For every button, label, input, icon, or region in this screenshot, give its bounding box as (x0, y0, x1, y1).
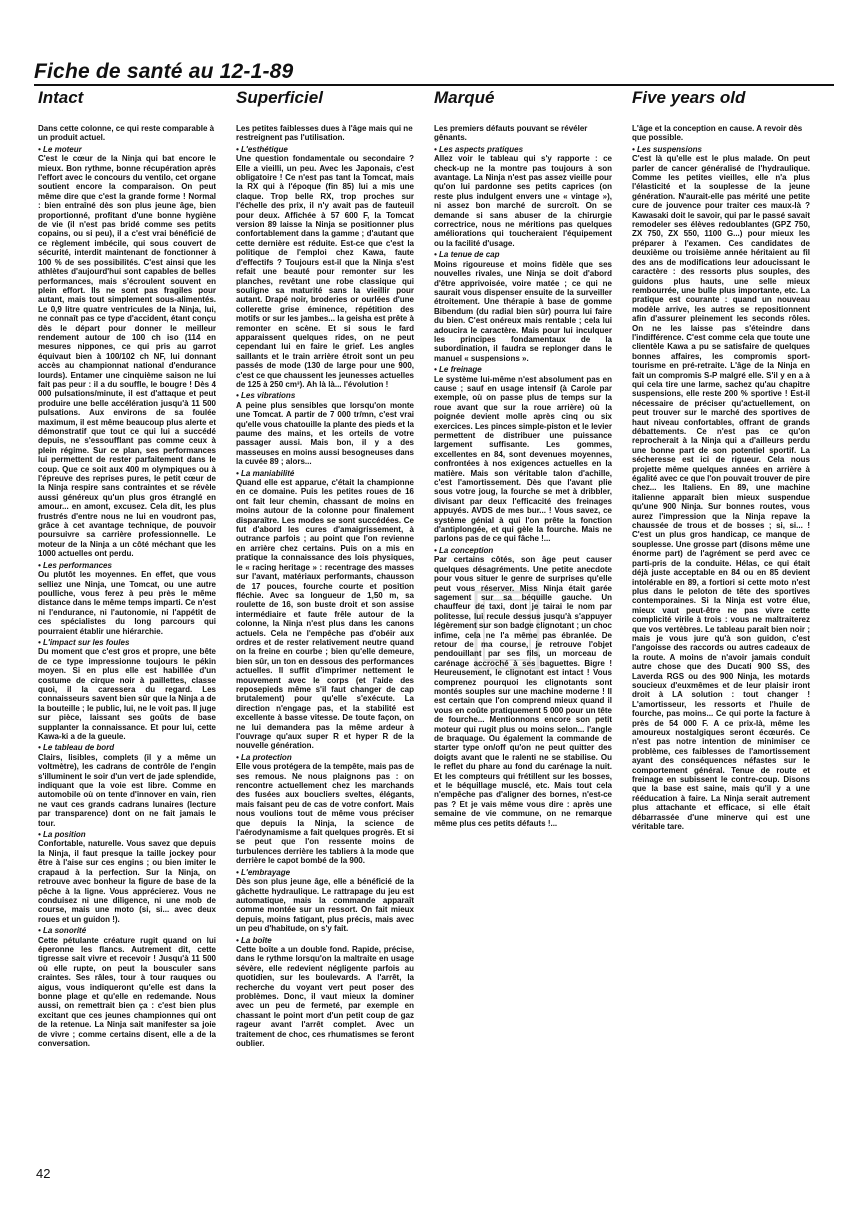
column-lead: L'âge et la conception en cause. A revoir dès que possible. (632, 124, 803, 143)
section-text: Moins rigoureuse et moins fidèle que ses nouvelles rivales, une Ninja se doit d'abord d'être apprivoisée, voire matée ; ce qui ne saurait vous dispenser ensuite de la surveiller étroitement. Une thérapie à base de gomme Bibendum (du radial bien sûr) pourra lui faire du bien. C'est onéreux mais rentable ; cela lui adoucira le caractère. Mais pour lui inculquer les principes fondamentaux de la subordination, il faudra se replonger dans le manuel « suspensions ». (434, 259, 612, 363)
column-title: Five years old (632, 88, 746, 107)
section-heading: • L'esthétique (236, 145, 414, 154)
section-heading: • Le freinage (434, 365, 612, 374)
section-text: Clairs, lisibles, complets (il y a même un voltmètre), les cadrans de contrôle de l'engin s'illuminent le soir d'un vert de jade splendide, indiquant que la voie est libre. Comme en automobile où on tente d'innover en vain, rien ne vaut ces grands cadrans lunaires (lecture par transparence) dont on ne fait jamais le tour. (38, 752, 216, 828)
section-heading: • La boîte (236, 936, 414, 945)
column-superficiel (236, 88, 414, 1158)
page-number: 42 (36, 1166, 51, 1181)
column-lead: Les premiers défauts pouvant se révéler gênants. (434, 124, 588, 143)
section-text: Ou plutôt les moyennes. En effet, que vous selliez une Ninja, une Tomcat, ou une autre poulliche, vous ferez à peu près le même distance dans le même temps imparti. Ce n'est ni l'endurance, ni l'autonomie, ni l'appétit de ces spécialistes du long parcours qui pourraient établir une hiérarchie. (38, 570, 216, 636)
column-title: Intact (38, 88, 84, 107)
column-lead: Les petites faiblesses dues à l'âge mais qui ne restreignent pas l'utilisation. (236, 124, 413, 143)
column-title: Marqué (434, 88, 495, 107)
column-intact (38, 88, 216, 1158)
section-text: Confortable, naturelle. Vous savez que depuis la Ninja, il faut presque la taille jockey pour être à l'aise sur ces engins ; ou bien imiter le crapaud à la perfection. Sur la Ninja, on retrouve avec bonheur la figure de base de la pêche à la ligne. Vous apprécierez. Vous ne conduisez ni une diligence, ni une mob de course, mais une moto (si, si... avec deux roues et un guidon !). (38, 839, 216, 924)
section-text: Quand elle est apparue, c'était la championne en ce domaine. Puis les petites roues de 16 ont fait leur chemin, chassant de moins en moins autour de la colonne pour finalement disparaître. Les modes se sont succédées. Ce fut d'abord les cures d'amaigrissement, à outrance parfois ; au point que l'on revienne en arrière chez certains. Puis on a mis en pratique la connaissance des lois physiques, le « racing heritage » : recentrage des masses sur l'avant, matériaux performants, chausson de 17 pouces, fourche courte et position fléchie. Avec sa longueur de 1,50 m, sa roulette de 16, son buste droit et son assise intermédiaire et faute frêle autour de la colonne, la Ninja n'est plus dans les canons actuels. Cela ne l'empêche pas d'obéir aux ordres et de rester relativement neutre quand on la freine en courbe ; bien qu'elle demeure, bien sûr, un ton en dessous des performances actuelles. Il suffit d'imprimer nettement le mouvement avec le corps (et l'aide des reposepieds même s'il faut changer de cap brutalement) pour qu'elle s'exécute. La direction n'engage pas, et la stabilité est excellente à basse vitesse. De toute façon, on ne lui demandera pas la même ardeur à l'ouvrage qu'aux super R et hyper R de la nouvelle génération. (236, 478, 414, 751)
section-heading: • Le tableau de bord (38, 743, 216, 752)
section-text: Allez voir le tableau qui s'y rapporte : ce check-up ne la montre pas toujours à son avantage. La Ninja n'est pas assez vieille pour qu'on lui pardonne ses petits caprices (on reste plus indulgent envers une « vintage »), ni assez bon marché de surcroît. On se demande si sans abuser de la chirurgie correctrice, nous ne méritions pas quelques améliorations qui toucheraient l'équipement ou la facilité d'usage. (434, 154, 612, 248)
section-heading: • Les suspensions (632, 145, 810, 154)
page-title: Fiche de santé au 12-1-89 (34, 60, 294, 83)
section-text: C'est le cœur de la Ninja qui bat encore le mieux. Bon rythme, bonne récupération après l'effort avec le concours du ventilo, cet organe soutient encore la comparaison. On peut même dire que c'est la grande forme ! Normal : bien entraîné dès son plus jeune âge, bien proportionné, profitant d'une bonne hygiène de vie (il n'est pas bridé comme ses petits copains, ou si peu), il a c'est vrai bénéficié de ce règlement imbécile, qui sous couvert de sécurité, interdit maintenant de fonctionner à 100 % de ses possibilités. C'est ainsi que les athlètes d'aujourd'hui sont capables de belles performances, mais s'écroulent souvent en plein effort. Ils ne sont pas fragiles pour autant, mais tout simplement sous-alimentés. Le 0,9 litre quatre ventricules de la Ninja, lui, ne connaît pas ce type d'accident, étant conçu dès le départ pour donner le meilleur rendement autour de 100 ch iso (114 en mesures nippones, ce qui pris au garrot équivaut bien à 100/102 ch NF, lui donnant accès au championnat national d'endurance lourds). Entamer une cinquième saison ne lui fait pas peur : il a du souffle, le bougre ! Dès 4 000 pulsations/minute, il est d'attaque et peut produire une belle accélération jusqu'à 11 500 pulsations. Aux environs de sa foulée maximum, il est même beaucoup plus alerte et démonstratif que tout ce qui lui a succédé depuis, ne s'essoufflant pas comme ceux à plein régime. Sur ce plan, ses performances lui permettent de rester parfaitement dans le coup. Que ce soit aux 400 m olympiques ou à l'épreuve des reprises pures, le petit cœur de la Ninja respire sans contraintes et se révèle aussi généreux qu'un plus gros étranglé en amour... en amont, excusez. Cela dit, les plus frustrés d'entre nous ne lui en voudront pas, grâce à cet avantage technique, de pouvoir poursuivre sa carrière professionnelle. Le moteur de la Ninja a un côté méchant que les 1000 actuelles ont perdu. (38, 154, 216, 559)
column-five-years-old (632, 88, 810, 1158)
section-text: A peine plus sensibles que lorsqu'on monte une Tomcat. A partir de 7 000 tr/mn, c'est vrai qu'elle vous chatouille la plante des pieds et la paume des mains, et les orteils de votre passager aussi. Mais bon, il y a des masseuses en moins aussi besogneuses dans la cuvée 89 ; alors... (236, 400, 414, 467)
section-heading: • La maniabilité (236, 469, 414, 478)
section-text: C'est là qu'elle est le plus malade. On peut parler de cancer généralisé de l'hydraulique. Comme les petites vieilles, elle n'a plus l'élasticité et la souplesse de la jeune génération. N'aurait-elle pas mérité une petite cure de jouvence pour traiter ces maux-là ? Kawasaki doit le savoir, qui par le passé savait remodeler ses élèves redoublantes (GPZ 750, ZX 750, ZX 550, 1100 G...) pour mieux les préparer à l'examen. Ces candidates de deuxième ou troisième année héritaient au fil des ans de modifications leur adoucissant le caractère : des ressorts plus souples, des guidons plus hauts, une selle mieux rembourrée, une bulle plus importante, etc. La pratique est courante : quand un nouveau modèle arrive, les autres se repositionnent afin d'assurer pleinement les seconds rôles. On ne les laisse pas s'éteindre dans l'indifférence. C'est comme cela que toute une clientèle Kawa a pu se satisfaire de quelques bonnes affaires, les compromis sport-tourisme en pré-retraite. L'âge de la Ninja en fait un compromis S-P malgré elle. S'il y en a à qui cela tire une larme, sachez qu'au chapitre suspensions, elle reste 200 % sportive ! Est-il nécessaire de préciser qu'actuellement, on peut trouver sur le marché des sportives de haut niveau confortables, offrant de grands débattements. Ce n'est pas ce qu'on reprocherait à la Ninja qui a d'ailleurs perdu une bonne part de son potentiel sportif. La sécheresse est ici de rigueur. Cela nous projette même quelques années en arrière à égalité avec ce que l'on pouvait trouver de pire chez... les Italiens. En 89, une machine italienne apparaît bien mieux suspendue qu'une 900 Ninja. Sur bonnes routes, vous aurez l'impression que la Ninja repave la chaussée de trous et de bosses ; si, si... ! C'est un plus gros handicap, ce manque de souplesse. Une grosse part (disons même une énorme part) de l'agrément se perd avec ce parti-pris de la conduite. Hélas, ce qui était déjà juste acceptable en 84 ou en 85 devient intolérable en 89, a fortiori si cette moto n'est plus dans le peloton de tête des sportives contemporaines. Si la Ninja est votre élue, mieux vaut peut-être ne pas vivre cette complicité virile à trois : vous ne maltraiterez que vos vertèbres. Le tableau paraît bien noir ; mais je vous jure qu'à son guidon, c'est l'angoisse des raccords ou autres cadeaux de la route. A moins de n'avoir jamais conduit autre chose que des Ducati 900 SS, des Laverda RGS ou des 900 Ninja, les motards soucieux d'euxmêmes et de leur plaisir iront droit à LA solution : tout changer ! L'amortisseur, les ressorts et l'huile de fourche, pas moins... Ce qui porte la facture à près de 54 000 F. A ce prix-là, même les amoureux nostalgiques seront écœurés. Ce n'est pas notre intention de minimiser ce problème, ces faiblesses de l'amortissement ayant des conséquences néfastes sur le comportement général. Tenue de route et freinage en subissent le contre-coup. Disons que la base est saine, mais qu'il y a une rééducation à faire. La Ninja serait autrement plus attachante et efficace, si elle était débarrassée d'une minerve qui est une véritable tare. (632, 154, 810, 832)
section-heading: • La protection (236, 753, 414, 762)
section-text: Par certains côtés, son âge peut causer quelques désagréments. Une petite anecdote pour vous situer le genre de surprises qu'elle peut vous réserver. Miss Ninja était garée sagement sur sa béquille gauche. Un chauffeur de taxi, dont je tairai le nom par politesse, lui recule dessus jusqu'à s'appuyer légèrement sur son badge clignotant ; un choc infime, cela ne l'a même pas ébranlée. De retour de ma course, je retrouve l'objet pendouillant par ses fils, un morceau de carénage accroché à ses baguettes. Bigre ! Heureusement, le clignotant est intact ! Vous comprenez pourquoi les clignotants sont montés souples sur une machine moderne ! Il est certain que l'on comprend mieux quand il vous en coûte pratiquement 5 000 pour un tête de fourche... Mentionnons encore son petit moteur qui rugit plus ou moins selon... l'angle de braquage. Ou également la commande de starter type on/off qu'on ne peut quitter des doigts avant que le ralenti ne se stabilise. Ou le reflet du phare au fond du carénage la nuit. Et les compteurs qui frétillent sur les bosses, et le béquillage musclé, etc. Mais tout cela n'empêche pas d'aligner des bornes, n'est-ce pas ? Et je vais même vous dire : après une semaine de vie commune, on ne remarque même plus ces petits défauts !... (434, 555, 612, 828)
section-text: Cette pétulante créature rugit quand on lui éperonne les flancs. Autrement dit, cette tigresse sait vivre et recevoir ! Jusqu'à 11 500 où elle rupte, on peut la bousculer sans craintes. Ses râles, tour à tour rauques ou aigus, vous indiqueront qu'elle est dans la bonne plage et qu'elle en redemande. Nous aussi, on remettrait bien ça : c'est bien plus excitant que ces jeunes championnes qui ont de la retenue. La Ninja sait manifester sa joie de vivre ; comme certains disent, elle a de la conversation. (38, 935, 216, 1048)
title-rule (34, 84, 834, 86)
watermark-stamp (472, 588, 542, 672)
column-title: Superficiel (236, 88, 323, 107)
section-heading: • Les vibrations (236, 391, 414, 400)
section-heading: • La position (38, 830, 216, 839)
section-heading: • La conception (434, 546, 612, 555)
section-text: Cette boîte a un double fond. Rapide, précise, dans le rythme lorsqu'on la maltraite en usage sévère, elle redevient négligente parfois au quotidien, sur les boulevards. A l'arrêt, la recherche du voyant vert peut poser des problèmes. Donc, il vaut mieux la dominer avec un peu de fermeté, par exemple en chassant le point mort d'un petit coup de gaz rageur avant l'arrêt complet. Avec un traitement de choc, ces rhumatismes se feront oublier. (236, 944, 414, 1048)
section-heading: • Les aspects pratiques (434, 145, 612, 154)
section-text: Du moment que c'est gros et propre, une bête de ce type impressionne toujours le pékin moyen. Si en plus elle est habillée d'un costume de cirque noir à paillettes, classe quoi, il la caressera du regard. Les connaisseurs savent bien sûr que la Ninja a de la bouteille ; le public, lui, ne le voit pas. Il juge sur pièce, laissant ses goûts de base supplanter la connaissance. Et pour lui, cette Kawa-ki a de la gueule. (38, 647, 216, 741)
section-heading: • L'impact sur les foules (38, 638, 216, 647)
column-lead: Dans cette colonne, ce qui reste comparable à un produit actuel. (38, 124, 215, 143)
section-heading: • Les performances (38, 561, 216, 570)
section-heading: • Le moteur (38, 145, 216, 154)
section-heading: • La sonorité (38, 926, 216, 935)
section-text: Une question fondamentale ou secondaire ? Elle a vieilli, un peu. Avec les Japonais, c'est obligatoire ! Ce n'est pas tant la Tomcat, mais la RX qui à l'époque (fin 85) lui a mis une claque. Trop belle RX, trop proches sur l'échelle des prix, il n'y avait pas de fauteuil pour deux. Affichée à 57 600 F, la Tomcat version 89 laisse la Ninja se positionner plus confortablement dans la gamme ; d'autant que cette dernière est réduite. Est-ce que c'est la politique de l'emploi chez Kawa, faute d'effectifs ? Toujours est-il que la Ninja s'est refait une beauté pour remonter sur les planches, revêtant une robe classique qui souligne sa maturité sans la vieillir pour autant. Drapé noir, broderies or ourlées d'une collerette grise éminence, répétition des motifs or sur les jambes... la geisha est prête à remonter en scène. Et si sous le fard apparaissent quelques rides, on ne peut cependant lui en faire le grief. Les angles saillants et le train arrière étroit sont un peu passés de mode (130 de large pour une 900, c'est ce que chaussent les jeunesses actuelles de 125 à 250 cm³). Ah là là... l'évolution ! (236, 154, 414, 389)
section-text: Elle vous protégera de la tempête, mais pas de ses remous. Ne nous plaignons pas : on rencontre actuellement chez les marchands des fusées aux boucliers sveltes, élégants, mais faisant peu de cas de votre confort. Mais nous voulions tout de même vous préciser que depuis la Ninja, la science de l'aérodynamisme a fait quelques progrès. Et si se peut que l'on ressente moins de turbulences derrière les tabliers à la mode que derrière le capot bombé de la 900. (236, 762, 414, 866)
section-heading: • L'embrayage (236, 868, 414, 877)
section-heading: • La tenue de cap (434, 250, 612, 259)
section-text: Dès son plus jeune âge, elle a bénéficié de la gâchette hydraulique. Le rattrapage du jeu est automatique, mais la commande apparaît comme montée sur un ressort. On fait mieux depuis, moins fatigant, plus précis, mais avec un peu d'habitude, on s'y fait. (236, 877, 414, 934)
section-text: Le système lui-même n'est absolument pas en cause ; sauf en usage intensif (à Carole par exemple, où on passe plus de temps sur la roue avant que sur la roue arrière) où la poignée devient molle après cinq ou six exercices. Les pinces simple-piston et le levier permettent de distribuer une puissance largement suffisante. Les gommes, excellentes en 84, sont devenues moyennes, confrontées à nos exigences actuelles en la matière. Mais son véritable talon d'achille, c'est l'amortissement. Dès que l'avant plie sous votre joug, la fourche se met à dribbler, divisant par deux l'efficacité des freinages appuyés. AVDS de mes bur... ! Vous savez, ce système génial à qui l'on prête la fonction d'antiplongée, et qui gèle la fourche. Mais ne parlons pas de ce qui fâche !... (434, 374, 612, 544)
